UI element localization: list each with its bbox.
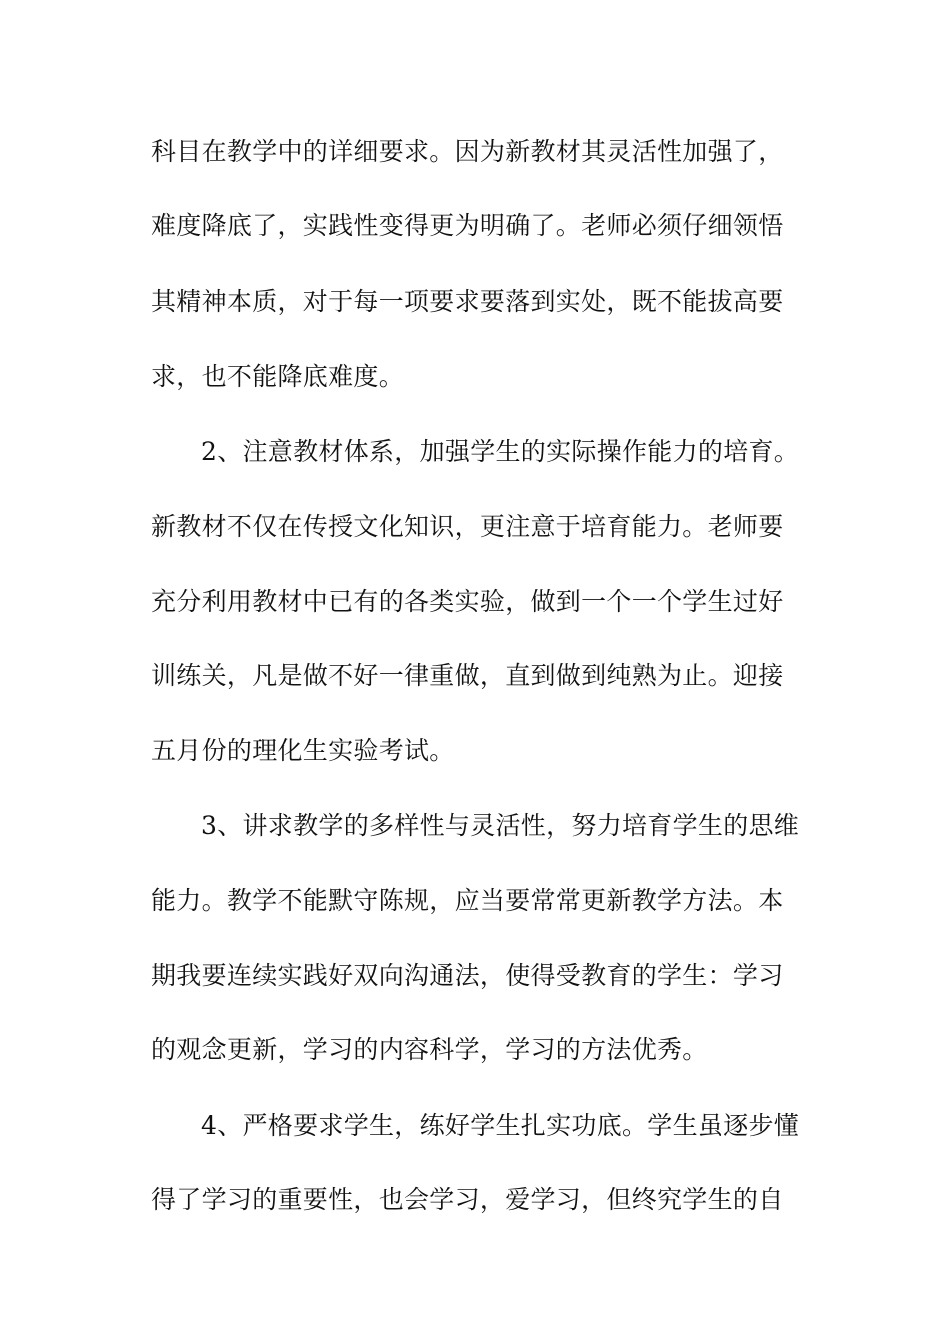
text-line: 训练关，凡是做不好一律重做，直到做到纯熟为止。迎接 <box>151 661 784 690</box>
text-line: 新教材不仅在传授文化知识，更注意于培育能力。老师要 <box>151 512 784 541</box>
paragraph-4-start: 4、严格要求学生，练好学生扎实功底。学生虽逐步懂 <box>201 1111 800 1140</box>
text-line: 其精神本质，对于每一项要求要落到实处，既不能拔高要 <box>151 287 784 316</box>
paragraph-3-start: 3、讲求教学的多样性与灵活性，努力培育学生的思维 <box>201 811 800 840</box>
text-line: 五月份的理化生实验考试。 <box>151 736 455 765</box>
text-line: 求，也不能降底难度。 <box>151 362 405 391</box>
text-line: 科目在教学中的详细要求。因为新教材其灵活性加强了， <box>151 137 784 166</box>
text-line: 期我要连续实践好双向沟通法，使得受教育的学生：学习 <box>151 961 784 990</box>
text-line: 充分利用教材中已有的各类实验，做到一个一个学生过好 <box>151 587 784 616</box>
paragraph-2-start: 2、注意教材体系，加强学生的实际操作能力的培育。 <box>201 437 800 466</box>
text-line: 的观念更新，学习的内容科学，学习的方法优秀。 <box>151 1035 708 1064</box>
text-line: 能力。教学不能默守陈规，应当要常常更新教学方法。本 <box>151 886 784 915</box>
text-line: 得了学习的重要性，也会学习，爱学习，但终究学生的自 <box>151 1185 784 1214</box>
text-line: 难度降底了，实践性变得更为明确了。老师必须仔细领悟 <box>151 211 784 240</box>
